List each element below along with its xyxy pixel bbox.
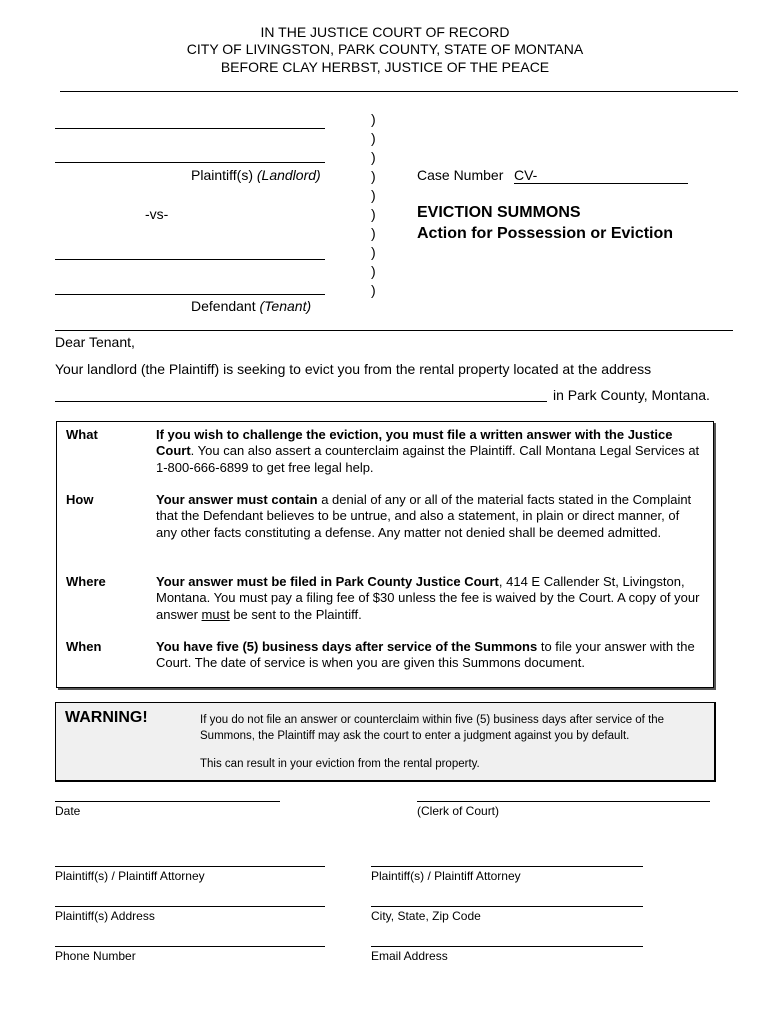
plaintiff-attorney-line-right[interactable] [371, 866, 643, 867]
when-rest: to file your answer with the Court. The date of service is when you are given this Summons document. [156, 639, 695, 671]
what-label: What [66, 427, 98, 442]
date-line[interactable] [55, 801, 280, 802]
intro-sentence: Your landlord (the Plaintiff) is seeking to evict you from the rental property located at the address [55, 361, 652, 377]
summons-subtitle: Action for Possession or Eviction [417, 225, 674, 242]
address-field[interactable] [55, 401, 547, 402]
caption-paren: ) [371, 263, 376, 279]
city-state-zip-line[interactable] [371, 906, 643, 907]
defendant-caption [191, 298, 311, 314]
defendant-line-2[interactable] [55, 294, 325, 295]
when-label: When [66, 639, 102, 654]
caption-paren: ) [371, 149, 376, 165]
when-bold: You have five (5) business days after service of the Summons [156, 639, 538, 654]
how-label: How [66, 492, 94, 507]
what-bold: If you wish to challenge the eviction, you must file a written answer with the Justice Court [156, 427, 673, 459]
warning-title: WARNING! [65, 709, 148, 726]
caption-paren: ) [371, 225, 376, 241]
court-location: CITY OF LIVINGSTON, PARK COUNTY, STATE OF MONTANA [186, 41, 584, 57]
date-label: Date [55, 804, 81, 818]
plaintiff-caption [191, 167, 321, 183]
caption-paren: ) [371, 244, 376, 260]
clerk-label: (Clerk of Court) [417, 804, 500, 818]
plaintiff-address-label: Plaintiff(s) Address [55, 909, 155, 923]
case-number-label: Case Number [417, 167, 504, 183]
where-rest2: be sent to the Plaintiff. [229, 606, 362, 622]
plaintiff-line-1[interactable] [55, 128, 325, 129]
defendant-label: Defendant [191, 298, 256, 314]
when-text [156, 639, 700, 672]
phone-label: Phone Number [55, 949, 136, 963]
plaintiff-attorney-line-left[interactable] [55, 866, 325, 867]
case-number-field[interactable] [514, 183, 688, 184]
email-line[interactable] [371, 946, 643, 947]
greeting: Dear Tenant, [55, 334, 135, 350]
where-rest1: , 414 E Callender St, Livingston, Montana. You must pay a filing fee of $30 unless the fee is waived by the Court. A copy of your answer [156, 574, 700, 622]
how-text [156, 492, 700, 541]
location-suffix: in Park County, Montana. [553, 387, 710, 403]
versus-text: -vs- [145, 206, 169, 222]
court-judge: BEFORE CLAY HERBST, JUSTICE OF THE PEACE [220, 59, 550, 75]
plaintiff-label: Plaintiff(s) [191, 167, 253, 183]
defendant-role: (Tenant) [259, 298, 312, 314]
what-text [156, 427, 700, 476]
warning-consequence: This can result in your eviction from the rental property. [200, 758, 480, 770]
caption-paren: ) [371, 187, 376, 203]
caption-paren: ) [371, 130, 376, 146]
court-name: IN THE JUSTICE COURT OF RECORD [260, 24, 510, 40]
city-state-zip-label: City, State, Zip Code [371, 909, 481, 923]
where-label: Where [66, 574, 106, 589]
caption-paren: ) [371, 111, 376, 127]
defendant-line-1[interactable] [55, 259, 325, 260]
plaintiff-address-line[interactable] [55, 906, 325, 907]
phone-line[interactable] [55, 946, 325, 947]
how-rest: a denial of any or all of the material facts stated in the Complaint that the Defendant believes to be untrue, and also a statement, in plain or direct manner, of any other facts constituting a defense. Any matter not denied shall be deemed admitted. [156, 492, 692, 540]
where-bold: Your answer must be filed in Park County Justice Court [156, 574, 499, 589]
plaintiff-attorney-label-right: Plaintiff(s) / Plaintiff Attorney [371, 869, 521, 883]
plaintiff-line-2[interactable] [55, 162, 325, 163]
what-rest: . You can also assert a counterclaim against the Plaintiff. Call Montana Legal Services at 1-800-666-6899 to get free legal help. [156, 443, 700, 475]
caption-paren: ) [371, 206, 376, 222]
warning-text: If you do not file an answer or counterclaim within five (5) business days after service of the Summons, the Plaintiff may ask the court to enter a judgment against you by default. [200, 714, 665, 742]
how-bold: Your answer must contain [156, 492, 318, 507]
summons-title: EVICTION SUMMONS [417, 204, 581, 221]
caption-paren: ) [371, 168, 376, 184]
caption-divider [55, 330, 733, 331]
case-number-prefix: CV- [514, 167, 538, 183]
header-divider [60, 91, 738, 92]
where-must: must [201, 606, 230, 622]
plaintiff-role: (Landlord) [256, 167, 321, 183]
plaintiff-attorney-label-left: Plaintiff(s) / Plaintiff Attorney [55, 869, 205, 883]
clerk-line[interactable] [417, 801, 710, 802]
where-text [156, 574, 700, 623]
email-label: Email Address [371, 949, 448, 963]
caption-paren: ) [371, 282, 376, 298]
